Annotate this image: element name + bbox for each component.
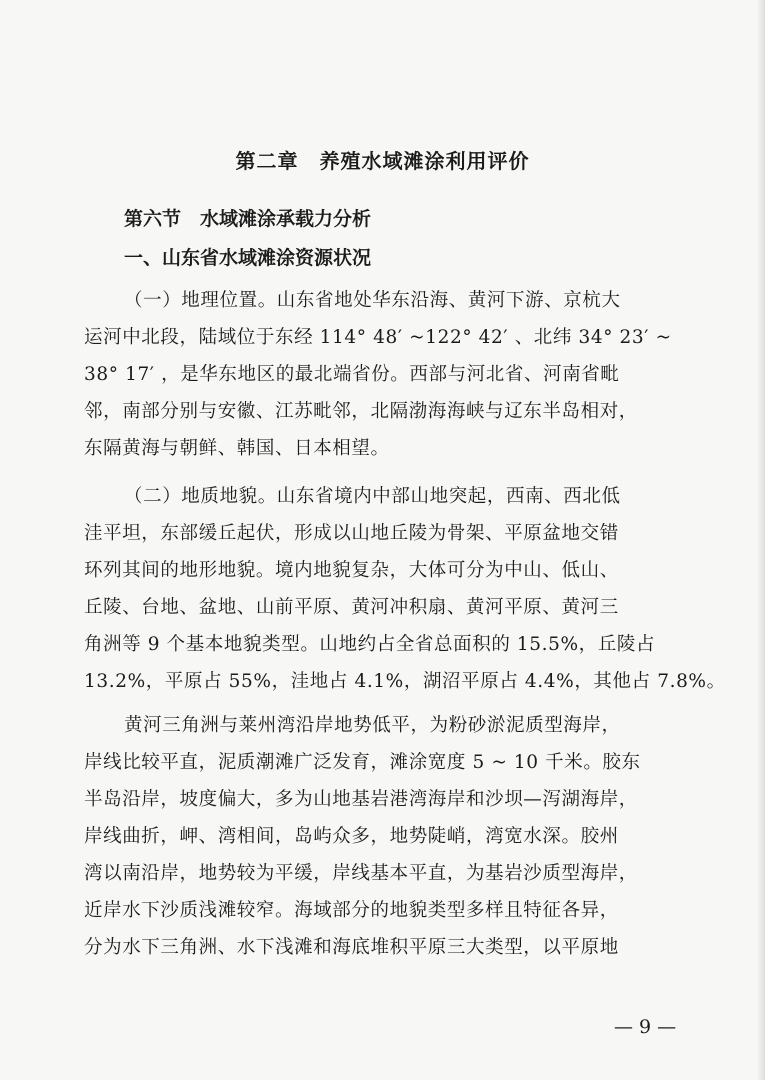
paragraph-geographic-location <box>84 282 694 467</box>
paragraph-coastal-landform <box>84 707 694 966</box>
text-line: 东隔黄海与朝鲜、韩国、日本相望。 <box>84 438 390 459</box>
text-line: 岸线曲折，岬、湾相间，岛屿众多，地势陡峭，湾宽水深。胶州 <box>84 826 619 847</box>
paragraph-geology-landform <box>84 478 726 700</box>
text-line: 岸线比较平直，泥质潮滩广泛发育，滩涂宽度 5 ~ 10 千米。胶东 <box>84 752 641 773</box>
text-line: 分为水下三角洲、水下浅滩和海底堆积平原三大类型，以平原地 <box>84 937 619 958</box>
text-line: 13.2%，平原占 55%，洼地占 4.1%，湖沼平原占 4.4%，其他占 7.8%。 <box>84 671 726 692</box>
page-number: — 9 — <box>614 1016 677 1038</box>
subsection-title: 一、山东省水域滩涂资源状况 <box>124 247 372 269</box>
text-line: 洼平坦，东部缓丘起伏，形成以山地丘陵为骨架、平原盆地交错 <box>84 523 619 544</box>
text-line: 湾以南沿岸，地势较为平缓，岸线基本平直，为基岩沙质型海岸， <box>84 863 638 884</box>
text-line: 半岛沿岸，坡度偏大，多为山地基岩港湾海岸和沙坝—泻湖海岸， <box>84 789 638 810</box>
text-line: （二）地质地貌。山东省境内中部山地突起，西南、西北低 <box>124 486 621 507</box>
text-line: 角洲等 9 个基本地貌类型。山地约占全省总面积的 15.5%，丘陵占 <box>84 634 656 655</box>
text-line: 运河中北段，陆域位于东经 114° 48′ ~122° 42′ 、北纬 34° 23′ ~ <box>84 327 672 348</box>
section-title: 第六节 水域滩涂承载力分析 <box>124 208 372 230</box>
text-line: 黄河三角洲与莱州湾沿岸地势低平，为粉砂淤泥质型海岸， <box>124 715 621 736</box>
text-line: 38° 17′ ，是华东地区的最北端省份。西部与河北省、河南省毗 <box>84 364 620 385</box>
text-line: 邻，南部分别与安徽、江苏毗邻，北隔渤海海峡与辽东半岛相对， <box>84 401 638 422</box>
chapter-title: 第二章 养殖水域滩涂利用评价 <box>235 149 530 173</box>
text-line: 环列其间的地形地貌。境内地貌复杂，大体可分为中山、低山、 <box>84 560 619 581</box>
text-line: （一）地理位置。山东省地处华东沿海、黄河下游、京杭大 <box>124 290 621 311</box>
text-line: 近岸水下沙质浅滩较窄。海域部分的地貌类型多样且特征各异， <box>84 900 619 921</box>
text-line: 丘陵、台地、盆地、山前平原、黄河冲积扇、黄河平原、黄河三 <box>84 597 619 618</box>
